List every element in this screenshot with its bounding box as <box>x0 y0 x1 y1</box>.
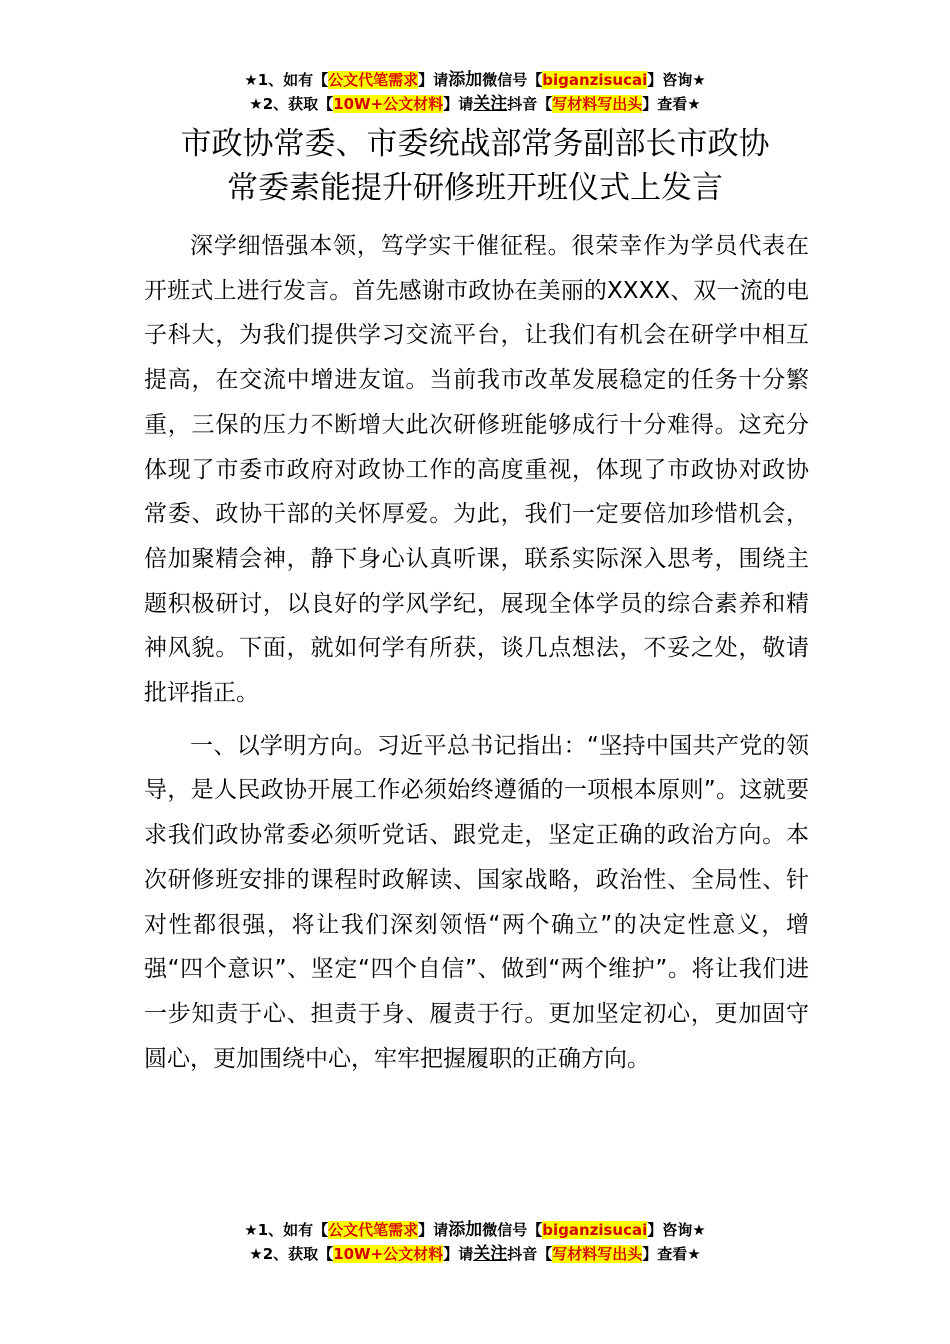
banner-text: 】查看 <box>642 95 688 113</box>
banner-emphasis: 添加 <box>448 1220 483 1240</box>
star-icon: ★ <box>687 1245 701 1263</box>
banner-text: 微信号【 <box>482 71 543 89</box>
banner-wechat-id: biganzisucai <box>542 71 648 89</box>
banner-highlight: 公文代笔需求 <box>328 71 419 89</box>
document-title <box>0 122 950 210</box>
banner-text: 】请 <box>418 1221 449 1239</box>
banner-text: 抖音【 <box>507 95 553 113</box>
banner-text: 】请 <box>443 1245 474 1263</box>
banner-emphasis: 关注 <box>473 1244 508 1264</box>
banner-line-2 <box>0 1242 950 1266</box>
star-icon: ★ <box>692 1221 706 1239</box>
top-banner <box>0 68 950 116</box>
banner-emphasis: 添加 <box>448 70 483 90</box>
banner-line-1 <box>0 1218 950 1242</box>
banner-text: 】咨询 <box>647 1221 693 1239</box>
star-icon: ★ <box>244 71 258 89</box>
banner-text: 1、如有【 <box>257 1221 329 1239</box>
document-body <box>144 224 809 1081</box>
banner-highlight: 写材料写出头 <box>552 1245 643 1263</box>
banner-highlight: 公文代笔需求 <box>328 1221 419 1239</box>
star-icon: ★ <box>249 1245 263 1263</box>
banner-text: 微信号【 <box>482 1221 543 1239</box>
star-icon: ★ <box>249 95 263 113</box>
banner-text: 抖音【 <box>507 1245 553 1263</box>
banner-text: 2、获取【 <box>262 95 334 113</box>
star-icon: ★ <box>692 71 706 89</box>
title-line-1: 市政协常委、市委统战部常务副部长市政协 <box>180 126 770 162</box>
banner-text: 】咨询 <box>647 71 693 89</box>
banner-wechat-id: biganzisucai <box>542 1221 648 1239</box>
banner-text: 】请 <box>443 95 474 113</box>
banner-line-2 <box>0 92 950 116</box>
body-paragraph: 一、以学明方向。习近平总书记指出：“坚持中国共产党的领导，是人民政协开展工作必须始终遵循的一项根本原则”。这就要求我们政协常委必须听党话、跟党走，坚定正确的政治方向。本次研修班安排的课程时政解读、国家战略，政治性、全局性、针对性都很强，将让我们深刻领悟“两个确立”的决定性意义，增强“四个意识”、坚定“四个自信”、做到“两个维护”。将让我们进一步知责于心、担责于身、履责于行。更加坚定初心，更加固守圆心，更加围绕中心，牢牢把握履职的正确方向。 <box>144 732 809 1072</box>
banner-text: 】查看 <box>642 1245 688 1263</box>
body-paragraph: 深学细悟强本领，笃学实干催征程。很荣幸作为学员代表在开班式上进行发言。首先感谢市政协在美丽的XXXX、双一流的电子科大，为我们提供学习交流平台，让我们有机会在研学中相互提高，在交流中增进友谊。当前我市改革发展稳定的任务十分繁重，三保的压力不断增大此次研修班能够成行十分难得。这充分体现了市委市政府对政协工作的高度重视，体现了市政协对政协常委、政协干部的关怀厚爱。为此，我们一定要倍加珍惜机会，倍加聚精会神，静下身心认真听课，联系实际深入思考，围绕主题积极研讨，以良好的学风学纪，展现全体学员的综合素养和精神风貌。下面，就如何学有所获，谈几点想法，不妥之处，敬请批评指正。 <box>144 233 809 707</box>
banner-text: 2、获取【 <box>262 1245 334 1263</box>
banner-text: 1、如有【 <box>257 71 329 89</box>
bottom-banner <box>0 1218 950 1266</box>
banner-line-1 <box>0 68 950 92</box>
banner-highlight: 10W+公文材料 <box>333 95 444 113</box>
banner-emphasis: 关注 <box>473 94 508 114</box>
banner-text: 】请 <box>418 71 449 89</box>
banner-highlight: 写材料写出头 <box>552 95 643 113</box>
star-icon: ★ <box>687 95 701 113</box>
banner-highlight: 10W+公文材料 <box>333 1245 444 1263</box>
title-line-2: 常委素能提升研修班开班仪式上发言 <box>227 170 723 206</box>
star-icon: ★ <box>244 1221 258 1239</box>
